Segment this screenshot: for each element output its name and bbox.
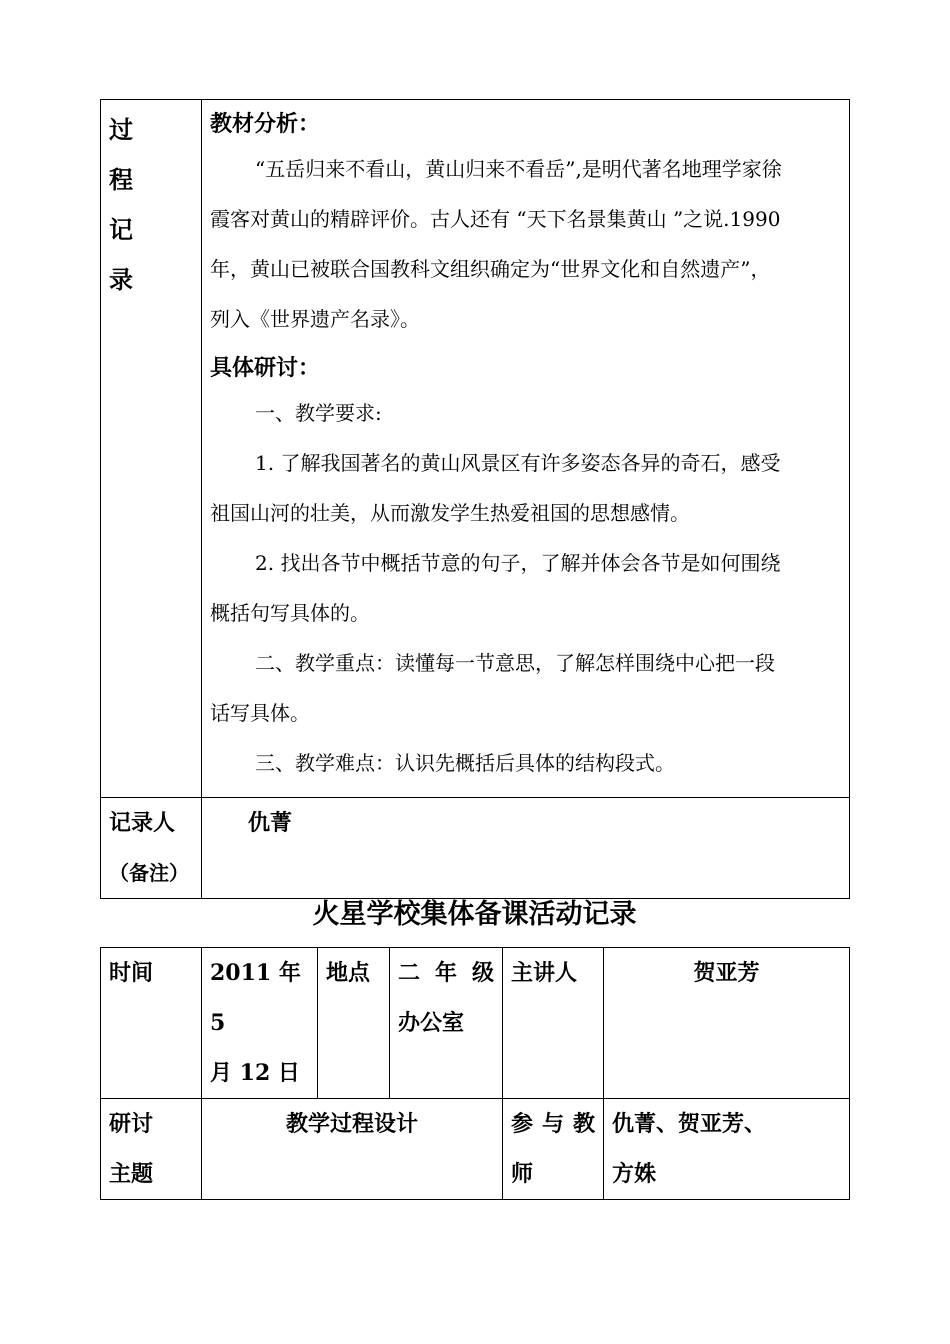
place-value-line: 办公室 — [398, 1010, 465, 1036]
requirement-2-line: 2. 找出各节中概括节意的句子，了解并体会各节是如何围绕 — [255, 551, 781, 575]
participants-label-cell — [503, 1099, 604, 1200]
requirement-1-line: 1. 了解我国著名的黄山风景区有许多姿态各异的奇石，感受 — [255, 451, 781, 475]
label-char: 记 — [109, 215, 133, 244]
process-record-table — [100, 99, 850, 899]
participants-value-line: 仇菁、贺亚芳、 — [612, 1111, 767, 1137]
label-char: 程 — [109, 165, 133, 194]
speaker-value: 贺亚芳 — [604, 948, 850, 1099]
topic-value: 教学过程设计 — [202, 1099, 503, 1200]
label-char: 过 — [109, 115, 133, 144]
place-label: 地点 — [318, 948, 390, 1099]
time-value-line: 2011 年 5 — [210, 960, 301, 1036]
recorder-value-cell — [202, 798, 850, 899]
topic-label-cell — [101, 1099, 202, 1200]
key-point-line: 话写具体。 — [210, 701, 310, 725]
topic-label-line: 主题 — [109, 1161, 154, 1187]
time-label: 时间 — [101, 948, 202, 1099]
process-record-content — [202, 100, 850, 798]
time-value-cell — [202, 948, 318, 1099]
requirement-1-line: 祖国山河的壮美，从而激发学生热爱祖国的思想感情。 — [210, 501, 690, 525]
label-char: 录 — [109, 265, 133, 294]
process-record-label — [101, 100, 202, 798]
place-value-cell — [390, 948, 503, 1099]
recorder-label: 记录人 — [109, 810, 176, 836]
requirement-2-line: 概括句写具体的。 — [210, 601, 370, 625]
topic-label-line: 研讨 — [109, 1111, 154, 1137]
recorder-name: 仇菁 — [248, 810, 293, 836]
discussion-heading: 具体研讨： — [210, 355, 321, 381]
time-value-line: 月 12 日 — [210, 1060, 300, 1086]
analysis-line: “五岳归来不看山，黄山归来不看岳”,是明代著名地理学家徐 — [255, 157, 782, 181]
participants-value-cell — [604, 1099, 850, 1200]
participants-value-line: 方姝 — [612, 1161, 657, 1187]
participants-label-line: 参与教 — [511, 1111, 595, 1137]
analysis-heading: 教材分析： — [210, 111, 321, 137]
analysis-line: 年，黄山已被联合国教科文组织确定为“世界文化和自然遗产”， — [210, 257, 771, 281]
place-value-line: 二 年 级 — [398, 960, 494, 986]
difficulty-line: 三、教学难点：认识先概括后具体的结构段式。 — [255, 751, 675, 775]
speaker-label: 主讲人 — [503, 948, 604, 1099]
activity-info-table — [100, 947, 850, 1200]
recorder-note: （备注） — [109, 861, 189, 885]
requirements-title: 一、教学要求: — [255, 401, 382, 425]
analysis-line: 列入《世界遗产名录》。 — [210, 307, 420, 331]
document-title: 火星学校集体备课活动记录 — [312, 899, 637, 930]
participants-label-line: 师 — [511, 1161, 534, 1187]
recorder-label-cell — [101, 798, 202, 899]
analysis-line: 霞客对黄山的精辟评价。古人还有 “天下名景集黄山 ”之说.1990 — [210, 207, 781, 231]
key-point-line: 二、教学重点：读懂每一节意思，了解怎样围绕中心把一段 — [255, 651, 775, 675]
